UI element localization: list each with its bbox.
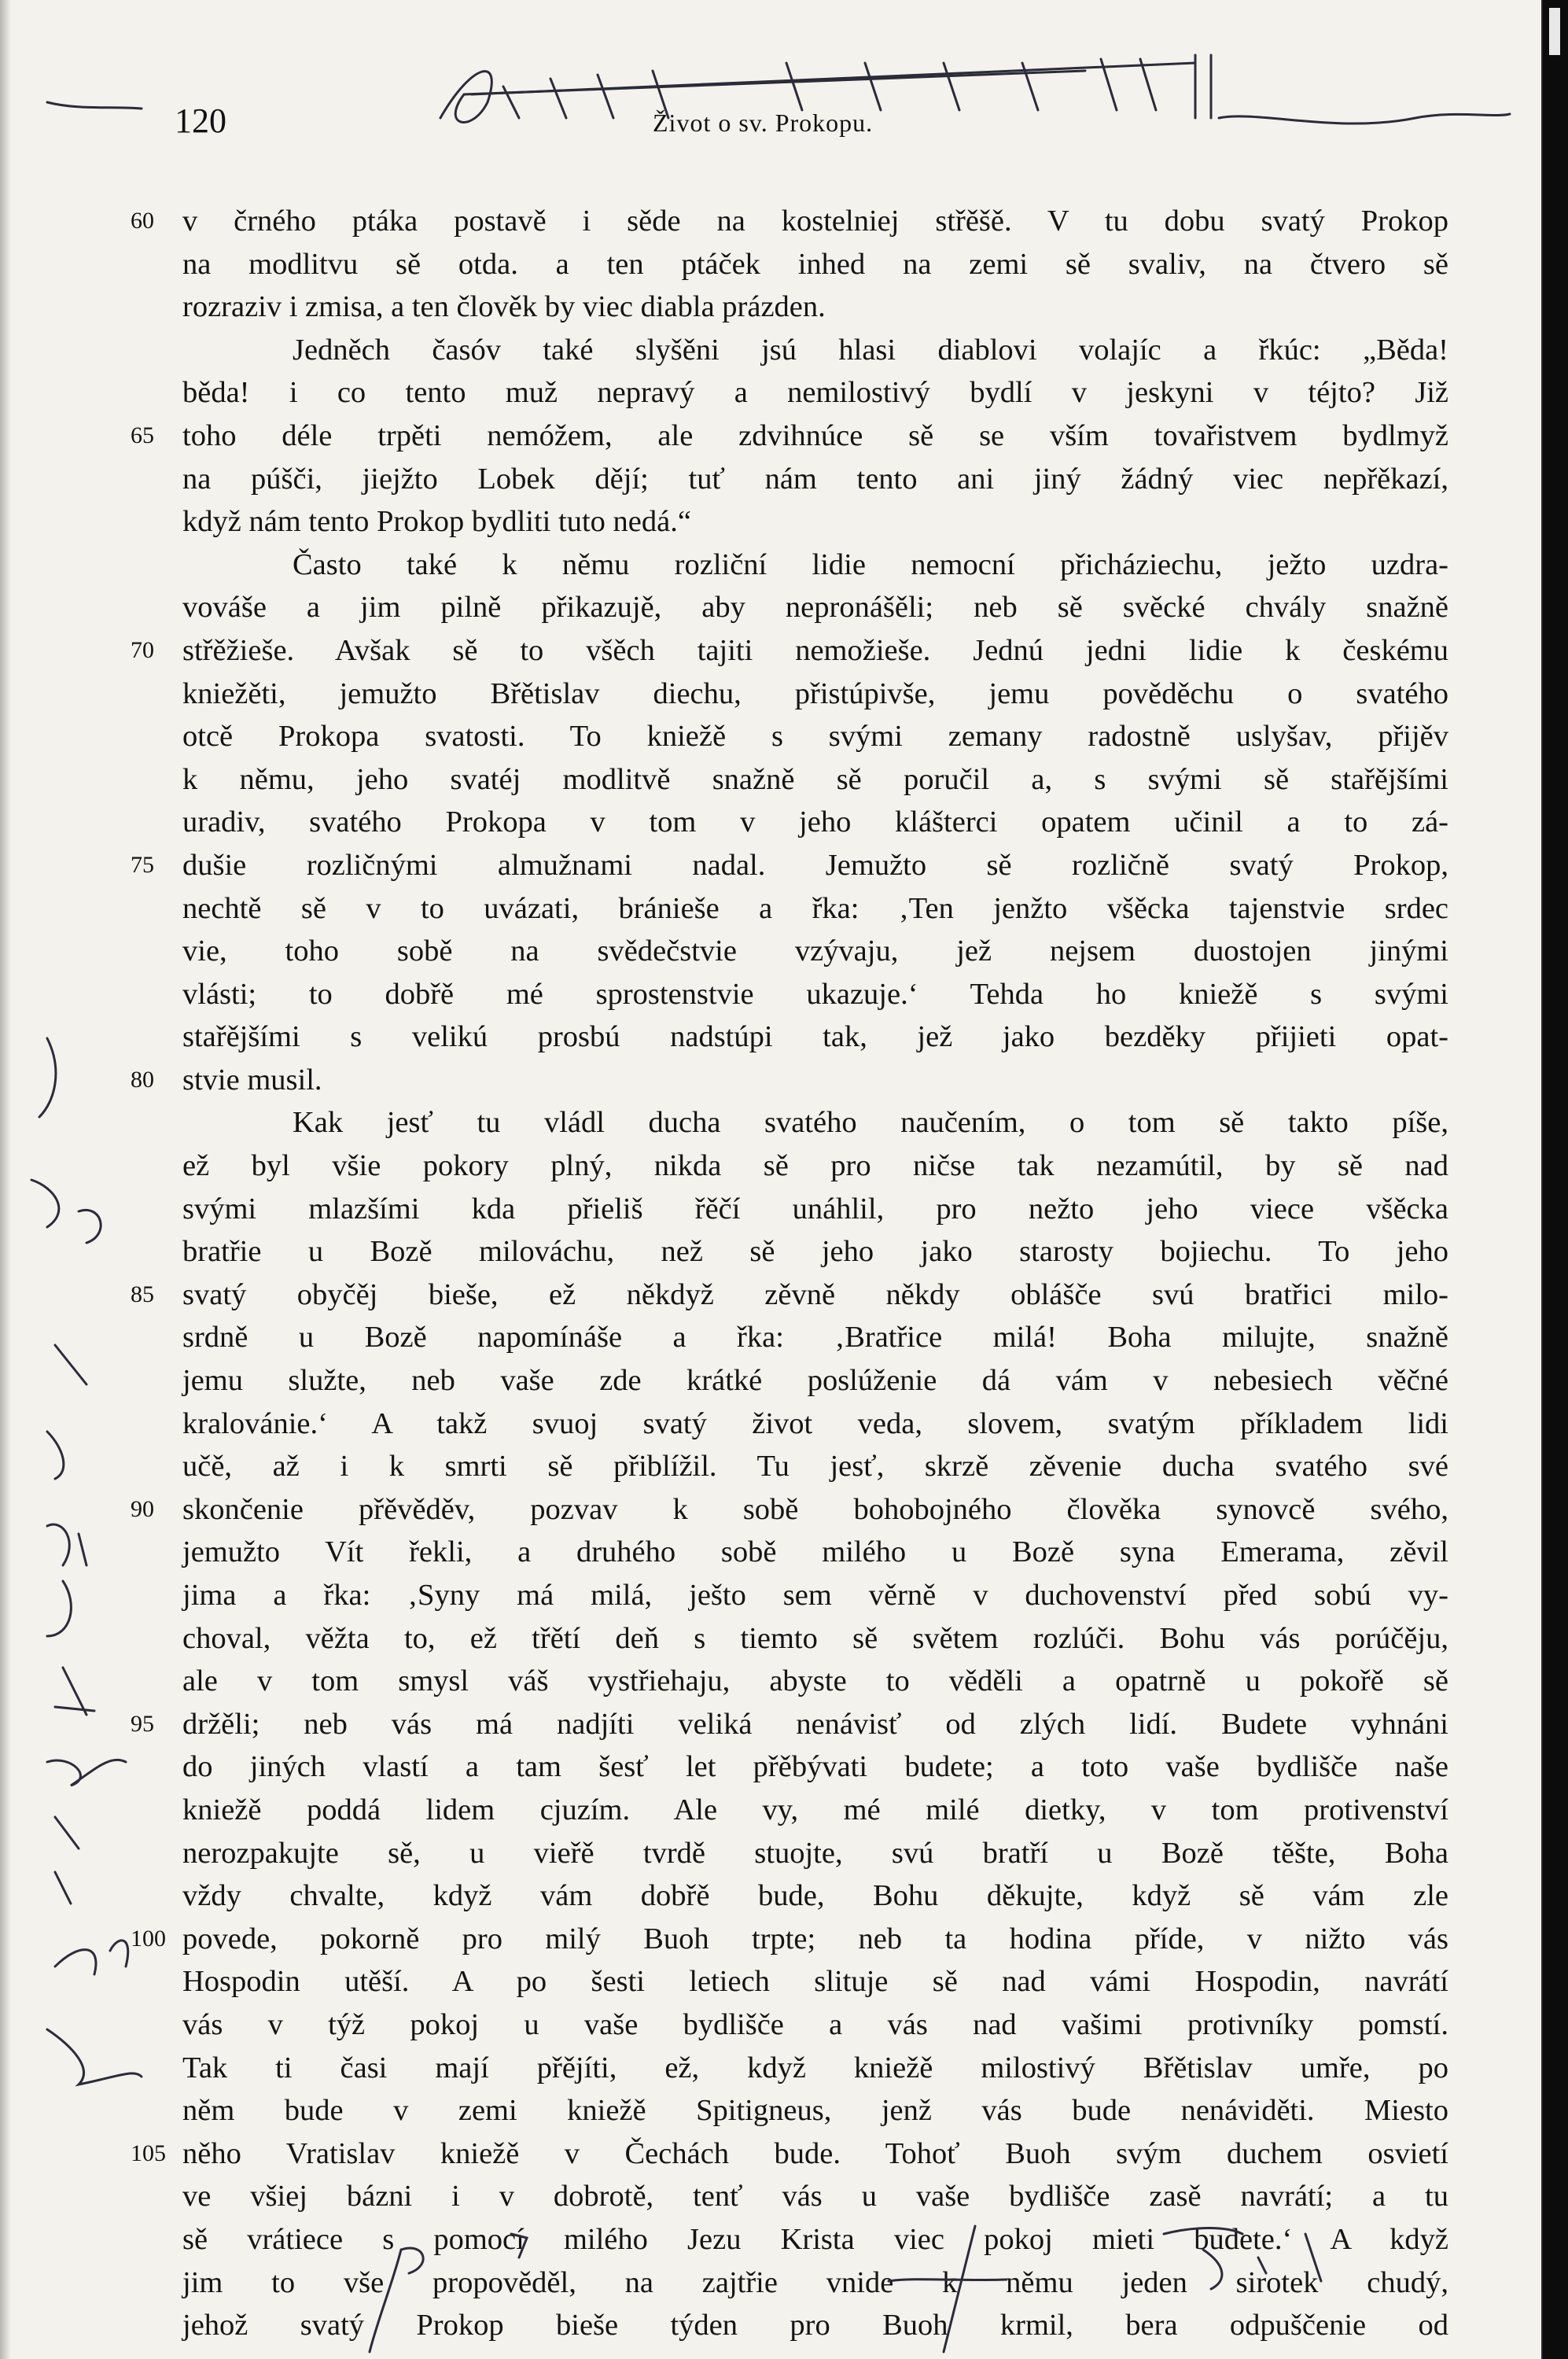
text-line [0,973,1541,1016]
line-text: jim to vše propověděl, na zajtřie vnide k němu jeden sirotek chudý, [182,2265,1448,2299]
line-number: 95 [131,1710,154,1737]
line-text: Hospodin utěší. A po šesti letiech slituje sě nad vámi Hospodin, navrátí [182,1965,1448,1999]
line-number: 80 [131,1066,154,1093]
text-line [0,758,1541,802]
line-text: na púšči, jiejžto Lobek dějí; tuť nám tento ani jiný žádný viec nepřěkazí, [182,462,1448,496]
line-text: bratřie u Bozě milováchu, než sě jeho jako starosty bojiechu. To jeho [182,1235,1448,1269]
line-text: v črného ptáka postavě i sěde na kostelniej střěšě. V tu dobu svatý Prokop [182,205,1448,238]
text-line [0,1101,1541,1144]
line-text: choval, věžta to, ež třětí deň s tiemto sě světem rozlúči. Bohu vás porúčěju, [182,1621,1448,1655]
text-line [0,2089,1541,2132]
line-text: držěli; neb vás má nadjíti veliká nenávisť od zlých lidí. Budete vyhnáni [182,1707,1448,1741]
text-line [0,2261,1541,2305]
text-line [0,1874,1541,1918]
line-text: srdně u Bozě napomínáše a řka: ‚Bratřice milá! Boha milujte, snažně [182,1321,1448,1355]
line-text: jehož svatý Prokop bieše týden pro Buoh krmil, bera odpuščenie od [182,2309,1448,2342]
line-text: kralovánie.‘ A takž svuoj svatý život veda, slovem, svatým příkladem lidi [182,1406,1448,1440]
line-text: Jedněch časóv také slyšěni jsú hlasi diablovi volajíc a řkúc: „Běda! [293,333,1448,367]
line-text: ve všiej bázni i v dobrotě, tenť vás u vaše bydlišče zasě navrátí; a tu [182,2180,1448,2213]
text-line [0,200,1541,243]
text-line [0,930,1541,973]
text-line [0,586,1541,629]
line-text: kniežěti, jemužto Břětislav diechu, přistúpivše, jemu pověděchu o svatého [182,676,1448,710]
text-line [0,1918,1541,1961]
line-text: vováše a jim pilně přikazujě, aby nepronášěli; neb sě svěcké chvály snažně [182,591,1448,625]
text-line [0,1703,1541,1746]
text-line [0,458,1541,501]
text-line [0,2132,1541,2176]
scanner-edge-strip [1543,0,1568,2359]
line-text: do jiných vlastí a tam šesť let přěbývati budete; a toto vaše bydlišče naše [182,1750,1448,1784]
text-line [0,500,1541,544]
line-number: 65 [131,422,154,448]
text-line [0,544,1541,587]
line-text: jemu služte, neb vaše zde krátké poslúženie dá vám v nebesiech věčné [182,1364,1448,1398]
scan-mark [1549,8,1560,55]
line-text: uradiv, svatého Prokopa v tom v jeho klášterci opatem učinil a to zá- [182,805,1448,839]
text-line [0,1617,1541,1661]
text-line [0,243,1541,286]
line-text: nerozpakujte sě, u vieřě tvrdě stuojte, svú bratří u Bozě těšte, Boha [182,1836,1448,1870]
line-number: 85 [131,1281,154,1307]
text-line [0,1960,1541,2003]
body-text [0,200,1541,2347]
text-line [0,371,1541,415]
line-text: něm bude v zemi kniežě Spitigneus, jenž vás bude nenáviděti. Miesto [182,2094,1448,2128]
text-line [0,1273,1541,1317]
text-line [0,2047,1541,2090]
text-line [0,1660,1541,1703]
text-line [0,2304,1541,2347]
page-header [0,93,1541,148]
text-line [0,2175,1541,2218]
line-text: stařějšími s velikú prosbú nadstúpi tak, jež jako bezděky přijieti opat- [182,1020,1448,1054]
line-text: když nám tento Prokop bydliti tuto nedá.“ [182,505,691,539]
line-text: jemužto Vít řekli, a druhého sobě milého u Bozě syna Emerama, zěvil [182,1535,1448,1569]
line-text: Často také k němu rozliční lidie nemocní přicháziechu, ježto uzdra- [293,547,1448,581]
line-text: povede, pokorně pro milý Buoh trpte; neb ta hodina příde, v nižto vás [182,1922,1448,1955]
line-text: vlásti; to dobřě mé sprostenstvie ukazuje.‘ Tehda ho kniežě s svými [182,977,1448,1011]
line-text: toho déle trpěti nemóžem, ale zdvihnúce sě se vším tovařistvem bydlmyž [182,418,1448,452]
text-line [0,1316,1541,1359]
line-text: Tak ti časi mají přějíti, ež, když kniežě milostivý Břětislav umře, po [182,2051,1448,2084]
text-line [0,1789,1541,1832]
line-text: učě, až i k smrti sě přiblížil. Tu jesť, skrzě zěvenie ducha svatého své [182,1450,1448,1484]
line-text: vždy chvalte, když vám dobřě bude, Bohu děkujte, když sě vám zle [182,1879,1448,1913]
line-number: 70 [131,636,154,663]
text-line [0,1445,1541,1488]
text-line [0,1531,1541,1574]
line-text: svatý obyčěj bieše, ež někdyž zěvně někdy oblášče svú bratřici milo- [182,1277,1448,1311]
text-line [0,329,1541,372]
line-text: svými mlazšími kda přieliš řěčí unáhlil, pro nežto jeho viece všěcka [182,1192,1448,1226]
line-text: dušie rozličnými almužnami nadal. Jemužto sě rozličně svatý Prokop, [182,848,1448,882]
text-line [0,673,1541,716]
line-text: Kak jesť tu vládl ducha svatého naučením, o tom sě takto píše, [293,1106,1448,1140]
text-line [0,887,1541,931]
line-text: nechtě sě v to uvázati, bránieše a řka: ‚Ten jenžto všěcka tajenstvie srdec [182,891,1448,925]
text-line [0,629,1541,673]
text-line [0,1059,1541,1102]
line-text: kniežě poddá lidem cjuzím. Ale vy, mé milé dietky, v tom protivenství [182,1793,1448,1826]
text-line [0,715,1541,758]
line-text: otcě Prokopa svatosti. To kniežě s svými zemany radostně uslyšav, přijěv [182,720,1448,754]
text-line [0,286,1541,329]
running-head: Život o sv. Prokopu. [653,109,874,137]
text-line [0,1144,1541,1188]
line-number: 75 [131,851,154,878]
text-line [0,1488,1541,1532]
text-line [0,2218,1541,2261]
text-line [0,1188,1541,1231]
line-text: vie, toho sobě na svědečstvie vzývaju, jež nejsem duostojen jinými [182,934,1448,968]
line-text: k němu, jeho svatéj modlitvě snažně sě poručil a, s svými sě stařějšími [182,762,1448,796]
line-number: 90 [131,1495,154,1522]
line-number: 100 [131,1925,166,1952]
text-line [0,1359,1541,1402]
line-number: 60 [131,208,154,234]
line-text: sě vrátiece s pomocí milého Jezu Krista viec pokoj mieti budete.‘ A když [182,2222,1448,2256]
text-line [0,1745,1541,1789]
line-text: střěžieše. Avšak sě to všěch tajiti nemožieše. Jednú jedni lidie k českému [182,633,1448,667]
text-line [0,1832,1541,1875]
text-line [0,1574,1541,1617]
text-line [0,844,1541,887]
line-text: ež byl všie pokory plný, nikda sě pro ničse tak nezamútil, by sě nad [182,1149,1448,1183]
line-text: rozraziv i zmisa, a ten člověk by viec diabla prázden. [182,290,826,324]
line-text: vás v týž pokoj u vaše bydlišče a vás nad vašimi protivníky pomstí. [182,2007,1448,2041]
text-line [0,2003,1541,2047]
line-number: 105 [131,2140,166,2166]
text-line [0,1015,1541,1059]
text-line [0,1402,1541,1446]
line-text: něho Vratislav kniežě v Čechách bude. Tohoť Buoh svým duchem osvietí [182,2136,1448,2170]
line-text: na modlitvu sě otda. a ten ptáček inhed na zemi sě svaliv, na čtvero sě [182,247,1448,281]
page-number: 120 [175,101,226,140]
line-text: stvie musil. [182,1063,322,1097]
line-text: jima a řka: ‚Syny má milá, ješto sem věrně v duchovenství před sobú vy- [182,1579,1448,1612]
text-line [0,415,1541,458]
text-line [0,801,1541,844]
line-text: skončenie přěvěděv, pozvav k sobě bohobojného člověka synovcě svého, [182,1492,1448,1526]
line-text: ale v tom smysl váš vystřiehaju, abyste to věděli a opatrně u pokořě sě [182,1664,1448,1698]
text-line [0,1230,1541,1273]
line-text: běda! i co tento muž nepravý a nemilostivý bydlí v jeskyni v téjto? Již [182,376,1448,410]
